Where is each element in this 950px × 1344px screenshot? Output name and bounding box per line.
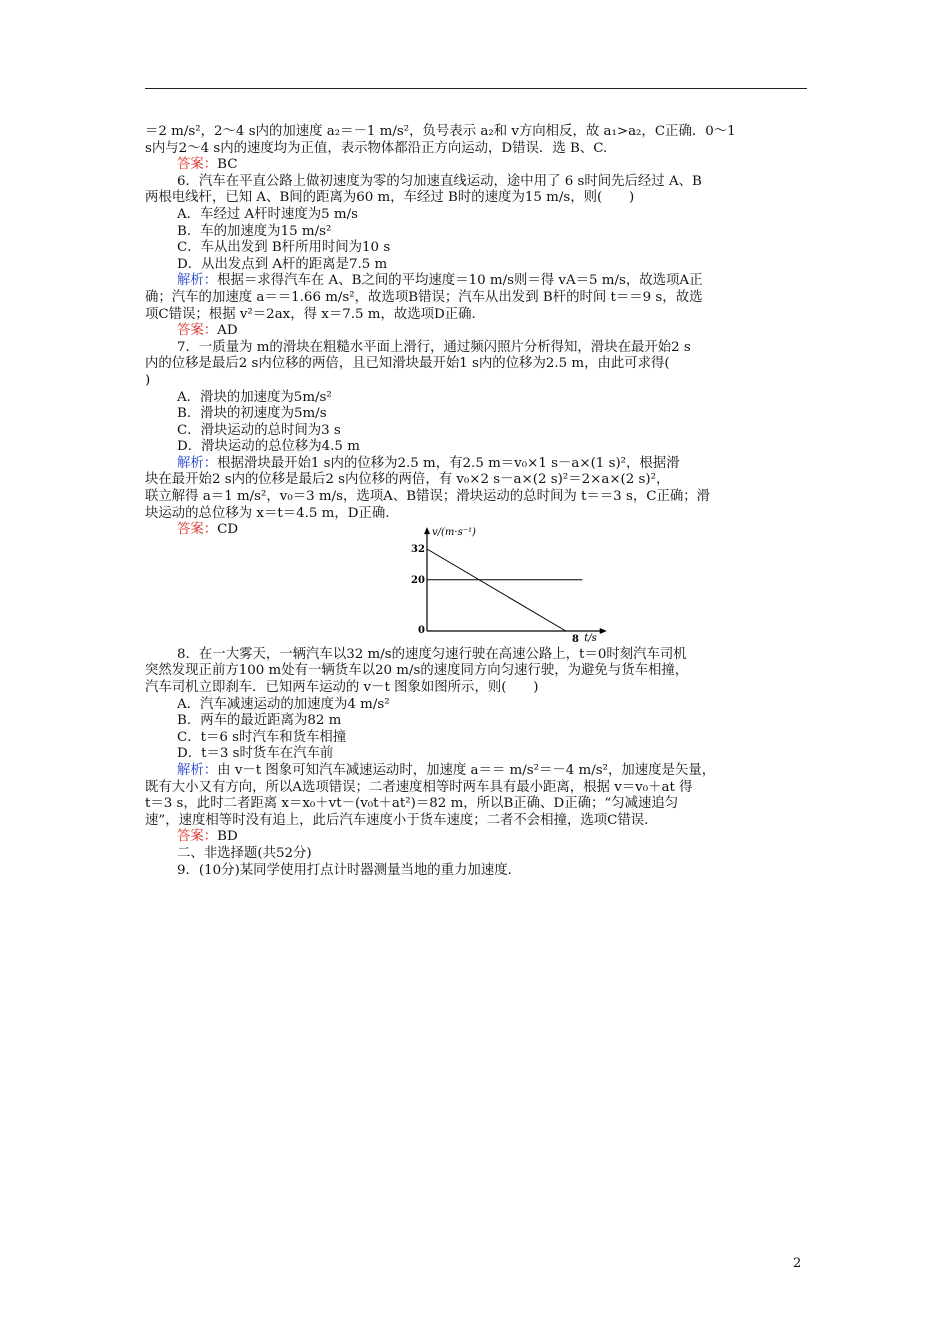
line-text: 根据＝求得汽车在 A、B之间的平均速度＝10 m/s则＝得 vA＝5 m/s，故选项A正 (217, 273, 703, 289)
text-line: D．t＝3 s时货车在汽车前 (177, 746, 334, 762)
origin-label: 0 (418, 624, 425, 636)
line-text: BD (217, 829, 238, 845)
text-line: B．滑块的初速度为5m/s (177, 406, 327, 422)
line-text: 根据滑块最开始1 s内的位移为2.5 m，有2.5 m＝v₀×1 s－a×(1 s)²，根据滑 (217, 455, 680, 471)
y-axis-label: v/(m·s⁻¹) (432, 526, 476, 538)
text-line: t＝3 s，此时二者距离 x＝x₀＋vt－(v₀t＋at²)＝82 m，所以B正确、D正确；“匀减速追匀 (145, 796, 679, 812)
text-line: 既有大小又有方向，所以A选项错误；二者速度相等时两车具有最小距离，根据 v＝v₀＋at 得 (145, 779, 693, 795)
y-tick-label: 20 (411, 574, 425, 586)
answer-label: 答案： (177, 157, 218, 173)
answer-line (145, 323, 809, 340)
text-line: 速”，速度相等时没有追上，此后汽车速度小于货车速度；二者不会相撞，选项C错误. (145, 812, 649, 828)
series-line-car (427, 549, 566, 631)
text-line: 8．在一大雾天，一辆汽车以32 m/s的速度匀速行驶在高速公路上，t＝0时刻汽车司机 (177, 646, 687, 662)
x-axis-arrow (600, 628, 607, 634)
text-line: 7．一质量为 m的滑块在粗糙水平面上滑行，通过频闪照片分析得知，滑块在最开始2 s (177, 339, 691, 355)
x-tick-label: 8 (572, 633, 579, 645)
analysis-label: 解析： (177, 455, 218, 471)
text-line: C．滑块运动的总时间为3 s (177, 422, 341, 438)
text-line: D．从出发点到 A杆的距离是7.5 m (177, 256, 388, 272)
line-text: BC (217, 157, 238, 173)
line-text: CD (217, 522, 239, 538)
text-line: A．汽车减速运动的加速度为4 m/s² (177, 696, 390, 712)
text-line: B．两车的最近距离为82 m (177, 713, 342, 729)
line-text: AD (217, 323, 238, 339)
text-line: s内与2～4 s内的速度均为正值，表示物体都沿正方向运动，D错误．选 B、C. (145, 140, 608, 156)
page-number: 2 (793, 1256, 802, 1271)
answer-line (145, 157, 809, 174)
answer-label: 答案： (177, 323, 218, 339)
header-rule (145, 88, 807, 89)
text-line: 9．(10分)某同学使用打点计时器测量当地的重力加速度. (177, 862, 512, 878)
x-axis-label: t/s (584, 632, 597, 644)
text-line: 联立解得 a＝1 m/s²，v₀＝3 m/s，选项A、B错误；滑块运动的总时间为 t＝＝3 s，C正确；滑 (145, 489, 711, 505)
text-line: C．车从出发到 B杆所用时间为10 s (177, 240, 391, 256)
text-line: 6．汽车在平直公路上做初速度为零的匀加速直线运动，途中用了 6 s时间先后经过 A、B (177, 173, 702, 189)
text-block-2 (145, 647, 809, 879)
text-line: 内的位移是最后2 s内位移的两倍，且已知滑块最开始1 s内的位移为2.5 m，由此可求得( (145, 356, 670, 372)
text-line: 确；汽车的加速度 a＝＝1.66 m/s²，故选项B错误；汽车从出发到 B杆的时间 t＝＝9 s，故选 (145, 289, 703, 305)
answer-label: 答案： (177, 829, 218, 845)
answer-line (145, 829, 809, 846)
vt-graph (403, 526, 603, 647)
page-content (145, 124, 809, 879)
analysis-line (145, 763, 809, 780)
answer-label: 答案： (177, 522, 218, 538)
text-line: B．车的加速度为15 m/s² (177, 223, 332, 239)
text-line: 突然发现正前方100 m处有一辆货车以20 m/s的速度同方向匀速行驶，为避免与货车相撞， (145, 663, 689, 679)
analysis-label: 解析： (177, 273, 218, 289)
text-line: 两根电线杆，已知 A、B间的距离为60 m，车经过 B时的速度为15 m/s，则( ) (145, 190, 635, 206)
text-line: 二、非选择题(共52分) (177, 845, 312, 861)
text-line: ) (145, 372, 151, 388)
text-line: 汽车司机立即刹车．已知两车运动的 v－t 图象如图所示，则( ) (145, 680, 539, 696)
analysis-line (145, 456, 809, 473)
text-line: A．滑块的加速度为5m/s² (177, 389, 332, 405)
text-line: 块在最开始2 s内的位移是最后2 s内位移的两倍，有 v₀×2 s－a×(2 s)²＝2×a×(2 s)²， (145, 472, 670, 488)
analysis-line (145, 273, 809, 290)
text-line: C．t＝6 s时汽车和货车相撞 (177, 729, 347, 745)
text-block-1 (145, 124, 809, 539)
line-text: 由 v－t 图象可知汽车减速运动时，加速度 a＝＝ m/s²＝－4 m/s²，加速度是矢量， (217, 763, 716, 778)
text-line: A．车经过 A杆时速度为5 m/s (177, 206, 358, 222)
analysis-label: 解析： (177, 763, 218, 778)
text-line: D．滑块运动的总位移为4.5 m (177, 439, 360, 455)
text-line: 项C错误；根据 v²＝2ax，得 x＝7.5 m，故选项D正确. (145, 306, 476, 322)
answer-line (145, 522, 809, 539)
text-line: 块运动的总位移为 x＝t＝4.5 m，D正确. (145, 505, 390, 521)
y-tick-label: 32 (411, 543, 425, 555)
text-line: ＝2 m/s²，2～4 s内的加速度 a₂＝－1 m/s²，负号表示 a₂和 v方向相反，故 a₁>a₂，C正确．0～1 (145, 124, 736, 139)
